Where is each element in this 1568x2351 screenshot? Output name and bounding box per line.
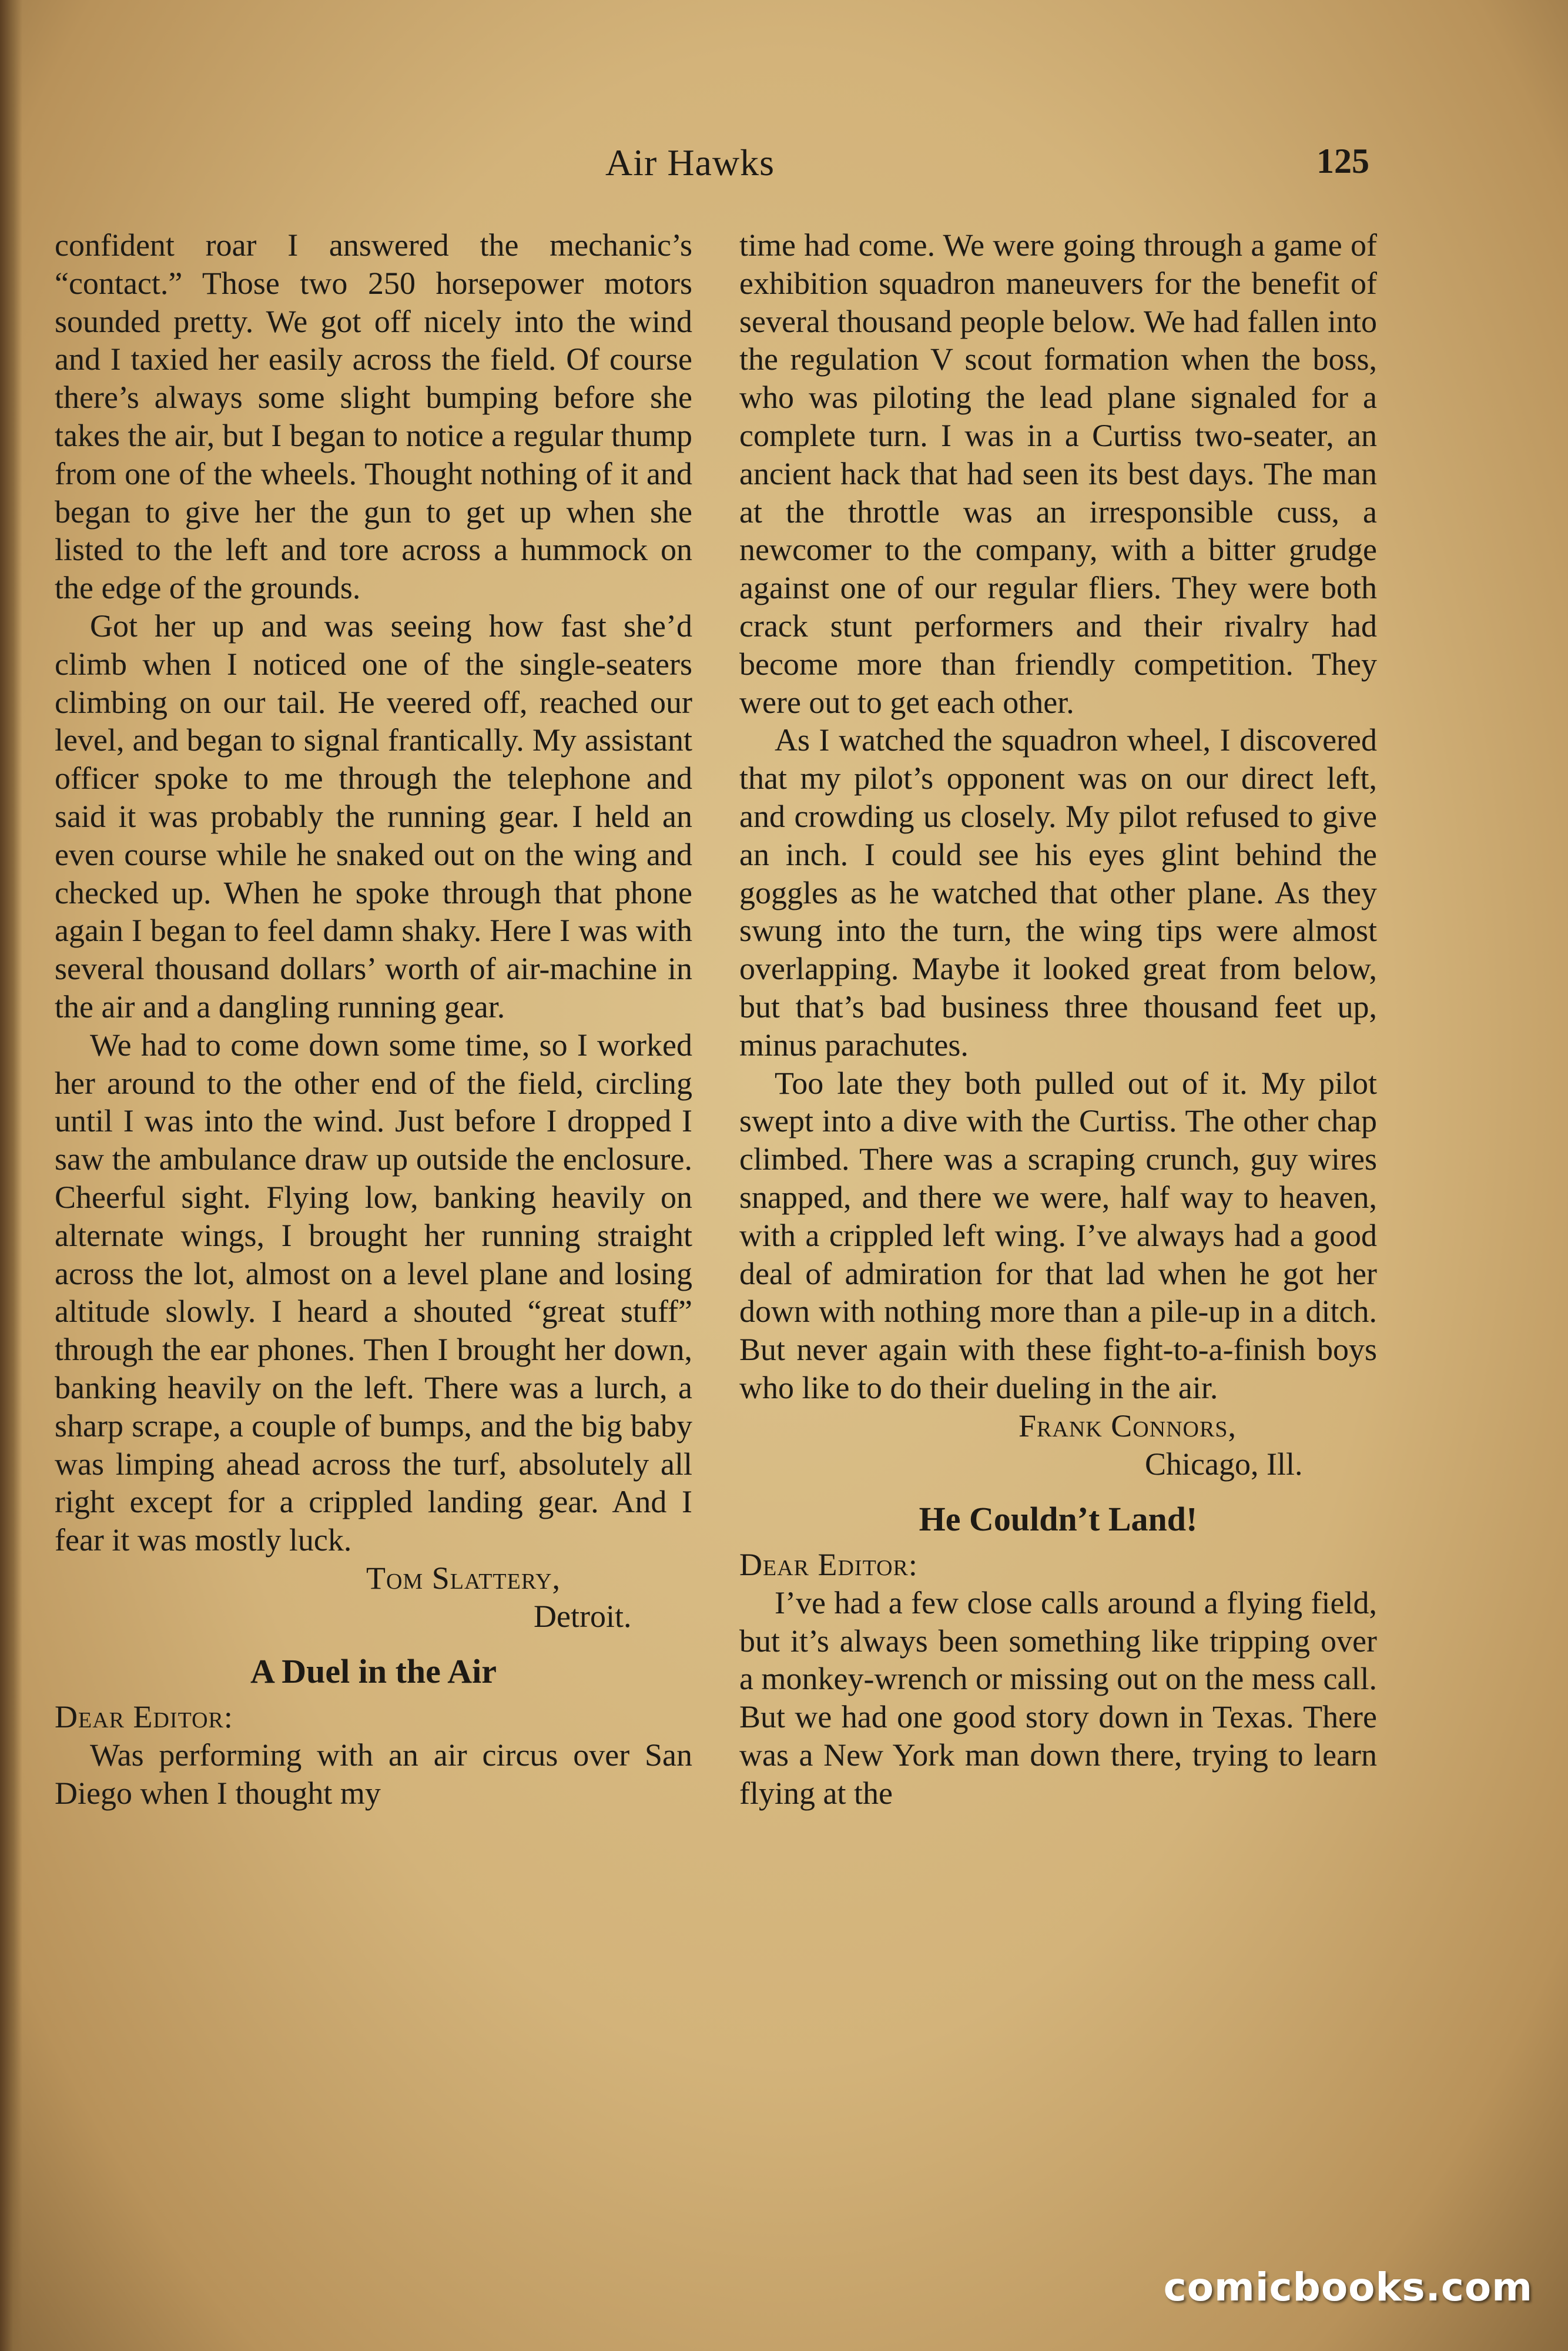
page-binding-edge <box>0 0 22 2351</box>
right-signature <box>739 1407 1377 1483</box>
left-paragraph-3: We had to come down some time, so I worked her around to the other end of the field, circling until I was into the wind. Just before I dropped I saw the ambulance draw up outside the enclosure. Cheerful sight. Flying low, banking heavily on alternate wings, I brought her running straight across the lot, almost on a level plane and losing altitude slowly. I heard a shouted “great stuff” through the ear phones. Then I brought her down, banking heavily on the left. There was a lurch, a sharp scrape, a couple of bumps, and the big baby was limping ahead across the turf, absolutely all right except for a crippled landing gear. And I fear it was mostly luck. <box>55 1027 692 1558</box>
right-column <box>739 226 1377 1813</box>
left-signature <box>55 1559 692 1636</box>
left-section-paragraph: Was performing with an air circus over San Diego when I thought my <box>55 1737 692 1811</box>
page-title: Air Hawks <box>605 142 775 183</box>
left-column <box>55 226 692 1813</box>
right-salutation: Dear Editor: <box>739 1547 918 1583</box>
right-paragraph-3: Too late they both pulled out of it. My pilot swept into a dive with the Curtiss. The other chap climbed. There was a scraping crunch, guy wires snapped, and there we were, half way to heaven, with a crippled left wing. I’ve always had a good deal of admiration for that lad when he got her down with nothing more than a pile-up in a ditch. But never again with these fight-to-a-finish boys who like to do their dueling in the air. <box>739 1065 1377 1405</box>
right-section-title: He Couldn’t Land! <box>919 1500 1198 1539</box>
left-section-title: A Duel in the Air <box>250 1652 497 1691</box>
left-paragraph-2: Got her up and was seeing how fast she’d climb when I noticed one of the single-seaters climbing on our tail. He veered off, reached our level, and began to signal frantically. My assistant officer spoke to me through the telephone and said it was probably the running gear. I held an even course while he snaked out on the wing and checked up. When he spoke through that phone again I began to feel damn shaky. Here I was with several thousand dollars’ worth of air-machine in the air and a dangling running gear. <box>55 608 692 1024</box>
watermark-logo: comicbooks.com <box>1163 2265 1533 2310</box>
left-salutation: Dear Editor: <box>55 1699 233 1735</box>
left-signature-name: Tom Slattery, <box>366 1560 561 1596</box>
right-signature-place: Chicago, Ill. <box>1145 1446 1303 1482</box>
page-number: 125 <box>1316 142 1369 180</box>
right-signature-name: Frank Connors, <box>1018 1408 1237 1444</box>
running-head <box>0 141 1568 200</box>
right-paragraph-1: time had come. We were going through a game of exhibition squadron maneuvers for the benefit of several thousand people below. We had fallen into the regulation V scout formation when the boss, who was piloting the lead plane signaled for a complete turn. I was in a Curtiss two-seater, an ancient hack that had seen its best days. The man at the throttle was an irresponsible cuss, a newcomer to the company, with a bitter grudge against one of our regular fliers. They were both crack stunt performers and their rivalry had become more than friendly competition. They were out to get each other. <box>739 227 1377 720</box>
right-paragraph-2: As I watched the squadron wheel, I discovered that my pilot’s opponent was on our direct left, and crowding us closely. My pilot refused to give an inch. I could see his eyes glint behind the goggles as he watched that other plane. As they swung into the turn, the wing tips were almost overlapping. Maybe it looked great from below, but that’s bad business three thousand feet up, minus parachutes. <box>739 722 1377 1063</box>
left-paragraph-1: confident roar I answered the mechanic’s “contact.” Those two 250 horsepower motors sounded pretty. We got off nicely into the wind and I taxied her easily across the field. Of course there’s always some slight bumping before she takes the air, but I began to notice a regular thump from one of the wheels. Thought nothing of it and began to give her the gun to get up when she listed to the left and tore across a hummock on the edge of the grounds. <box>55 227 692 606</box>
left-signature-place: Detroit. <box>534 1598 632 1634</box>
right-section-paragraph: I’ve had a few close calls around a flying field, but it’s always been something like tripping over a monkey-wrench or missing out on the mess call. But we had one good story down in Texas. There was a New York man down there, trying to learn flying at the <box>739 1585 1377 1811</box>
